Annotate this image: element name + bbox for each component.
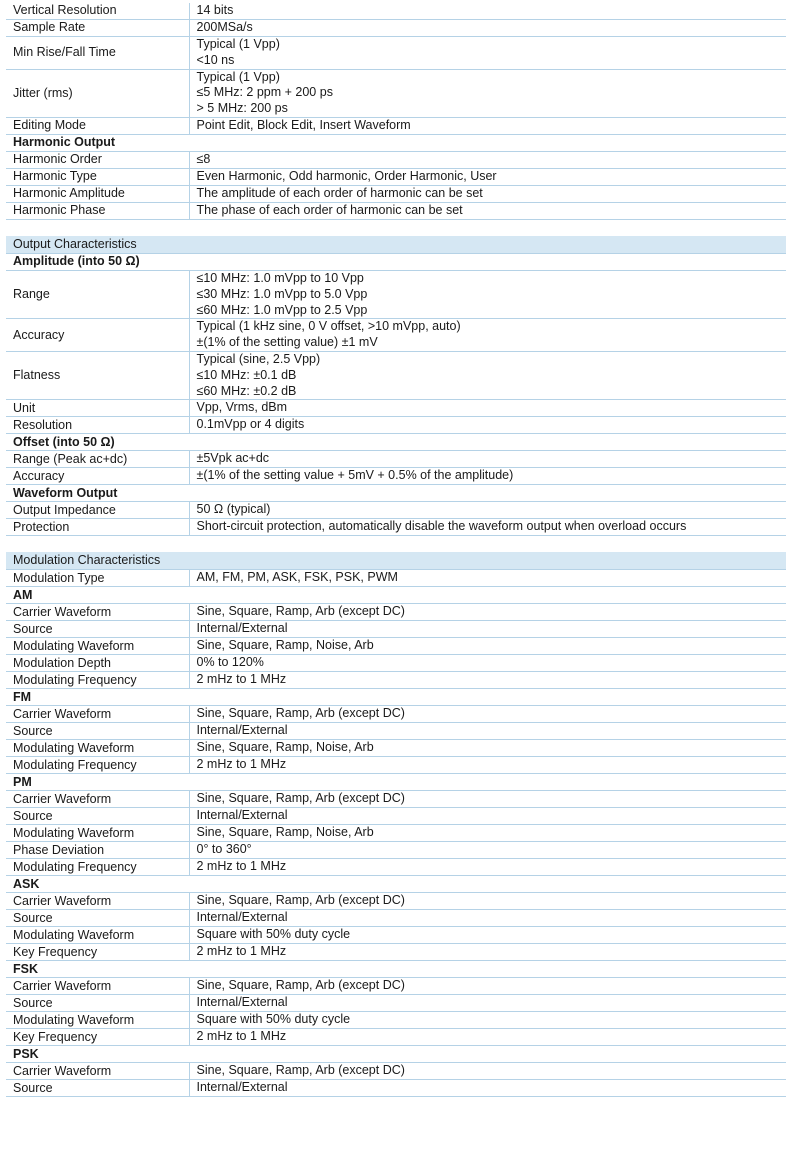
spec-row: [6, 655, 786, 672]
spec-label: Modulating Frequency: [6, 757, 189, 774]
spec-label: Key Frequency: [6, 944, 189, 961]
spec-label: Flatness: [6, 351, 189, 399]
subsection-header: [6, 774, 786, 791]
spec-value-line: Sine, Square, Ramp, Noise, Arb: [196, 740, 374, 755]
spec-label: Jitter (rms): [6, 69, 189, 117]
spec-label: Source: [6, 723, 189, 740]
spec-label: Min Rise/Fall Time: [6, 37, 189, 70]
spec-label: Accuracy: [6, 319, 189, 352]
subsection-title: Waveform Output: [6, 485, 786, 502]
spec-value-line: Typical (1 Vpp): [196, 37, 280, 51]
spec-label: Modulation Type: [6, 570, 189, 587]
spec-value: [189, 351, 786, 399]
spec-row: [6, 69, 786, 117]
subsection-header: [6, 253, 786, 270]
spec-label: Source: [6, 910, 189, 927]
spec-value: [189, 672, 786, 689]
spec-value-line: Sine, Square, Ramp, Arb (except DC): [196, 1063, 405, 1078]
spec-row: [6, 672, 786, 689]
spec-value: [189, 757, 786, 774]
spec-label: Modulating Frequency: [6, 859, 189, 876]
spec-value-line: Sine, Square, Ramp, Arb (except DC): [196, 978, 405, 993]
spec-label: Range (Peak ac+dc): [6, 451, 189, 468]
spec-value: [189, 468, 786, 485]
spec-table-body: [6, 3, 786, 1097]
spec-label: Modulation Depth: [6, 655, 189, 672]
section-spacer: [6, 536, 786, 553]
spec-value-line: Typical (1 kHz sine, 0 V offset, >10 mVpp, auto): [196, 319, 461, 334]
spec-row: [6, 3, 786, 20]
spec-label: Sample Rate: [6, 20, 189, 37]
section-header-output-characteristics: [6, 236, 786, 254]
spec-value-line: Typical (1 Vpp): [196, 69, 280, 84]
spec-value-line: ±5Vpk ac+dc: [196, 451, 270, 466]
spec-value: [189, 995, 786, 1012]
spec-value: [189, 400, 786, 417]
spec-value: [189, 270, 786, 318]
spec-value: [189, 944, 786, 961]
spec-row: [6, 351, 786, 399]
spec-value-line: 2 mHz to 1 MHz: [196, 757, 287, 772]
spec-value-line: ≤5 MHz: 2 ppm + 200 ps: [196, 85, 333, 100]
spec-label: Source: [6, 1080, 189, 1097]
spec-value: [189, 842, 786, 859]
spec-value-line: 2 mHz to 1 MHz: [196, 944, 287, 959]
spec-label: Accuracy: [6, 468, 189, 485]
spec-row: [6, 20, 786, 37]
spec-label: Range: [6, 270, 189, 318]
spec-label: Harmonic Type: [6, 168, 189, 185]
spec-value: [189, 451, 786, 468]
spec-value-line: Even Harmonic, Odd harmonic, Order Harmonic, User: [196, 169, 497, 184]
spec-value: [189, 621, 786, 638]
spec-value-line: 200MSa/s: [196, 20, 253, 35]
subsection-title: FSK: [6, 961, 786, 978]
section-spacer: [6, 219, 786, 236]
spec-value-line: Internal/External: [196, 723, 288, 738]
spec-value-line: Internal/External: [196, 995, 288, 1010]
spec-value-line: ±(1% of the setting value + 5mV + 0.5% of the amplitude): [196, 468, 514, 483]
spec-value-line: The phase of each order of harmonic can be set: [196, 203, 463, 218]
spec-row: [6, 151, 786, 168]
spec-value: [189, 927, 786, 944]
spec-value-line: 0° to 360°: [196, 842, 252, 857]
spec-row: [6, 185, 786, 202]
spec-value-line: Sine, Square, Ramp, Noise, Arb: [196, 825, 374, 840]
spec-value: [189, 151, 786, 168]
spec-label: Carrier Waveform: [6, 604, 189, 621]
subsection-header: [6, 485, 786, 502]
spec-value: [189, 808, 786, 825]
spec-value: [189, 202, 786, 219]
spec-value-line: Point Edit, Block Edit, Insert Waveform: [196, 118, 411, 133]
spec-label: Modulating Waveform: [6, 740, 189, 757]
spec-row: [6, 502, 786, 519]
section-header-modulation-characteristics: [6, 552, 786, 570]
spec-value: [189, 1029, 786, 1046]
spec-value-line: ≤60 MHz: ±0.2 dB: [196, 383, 297, 398]
spec-value-line: Vpp, Vrms, dBm: [196, 400, 288, 415]
spec-value-line: Square with 50% duty cycle: [196, 1012, 351, 1027]
spec-label: Protection: [6, 519, 189, 536]
subsection-title: PM: [6, 774, 786, 791]
spec-label: Resolution: [6, 417, 189, 434]
spec-value: [189, 638, 786, 655]
spec-value: [189, 978, 786, 995]
section-title: Output Characteristics: [6, 236, 786, 254]
spec-value-line: ≤10 MHz: ±0.1 dB: [196, 367, 297, 382]
spec-row: [6, 37, 786, 70]
spec-value: [189, 1063, 786, 1080]
spec-value: [189, 723, 786, 740]
spec-value-line: <10 ns: [196, 52, 235, 67]
spec-label: Modulating Waveform: [6, 1012, 189, 1029]
subsection-header: [6, 434, 786, 451]
spec-label: Carrier Waveform: [6, 978, 189, 995]
spec-row: [6, 638, 786, 655]
spec-label: Editing Mode: [6, 117, 189, 134]
spec-row: [6, 1080, 786, 1097]
spec-row: [6, 621, 786, 638]
spec-value-line: AM, FM, PM, ASK, FSK, PSK, PWM: [196, 570, 398, 585]
spec-label: Modulating Waveform: [6, 927, 189, 944]
spec-value-line: 50 Ω (typical): [196, 502, 271, 517]
spec-label: Output Impedance: [6, 502, 189, 519]
spec-row: [6, 319, 786, 352]
spec-value-line: Internal/External: [196, 621, 288, 636]
subsection-title: ASK: [6, 876, 786, 893]
spec-value-line: Sine, Square, Ramp, Arb (except DC): [196, 893, 405, 908]
spec-row: [6, 910, 786, 927]
spec-value-line: Internal/External: [196, 1080, 288, 1095]
subsection-title: Harmonic Output: [6, 134, 786, 151]
spec-label: Vertical Resolution: [6, 3, 189, 20]
spec-label: Key Frequency: [6, 1029, 189, 1046]
subsection-header: [6, 1046, 786, 1063]
spec-value: [189, 3, 786, 20]
spec-value: [189, 519, 786, 536]
spec-row: [6, 1029, 786, 1046]
subsection-title: PSK: [6, 1046, 786, 1063]
spec-row: [6, 859, 786, 876]
spec-label: Modulating Frequency: [6, 672, 189, 689]
spec-value: [189, 502, 786, 519]
spec-value-line: Internal/External: [196, 910, 288, 925]
spec-label: Phase Deviation: [6, 842, 189, 859]
spec-value-line: Sine, Square, Ramp, Arb (except DC): [196, 604, 405, 619]
spec-label: Modulating Waveform: [6, 825, 189, 842]
spec-value-line: ≤8: [196, 152, 211, 167]
spec-row: [6, 1063, 786, 1080]
subsection-header: [6, 689, 786, 706]
spec-value-line: The amplitude of each order of harmonic can be set: [196, 186, 483, 201]
spec-value: [189, 910, 786, 927]
spec-row: [6, 570, 786, 587]
spec-value: [189, 570, 786, 587]
subsection-title: Amplitude (into 50 Ω): [6, 253, 786, 270]
spec-value-line: Square with 50% duty cycle: [196, 927, 351, 942]
spec-value-line: 2 mHz to 1 MHz: [196, 1029, 287, 1044]
spec-label: Carrier Waveform: [6, 706, 189, 723]
spec-label: Source: [6, 808, 189, 825]
spec-row: [6, 927, 786, 944]
spec-row: [6, 825, 786, 842]
spec-value-line: ≤60 MHz: 1.0 mVpp to 2.5 Vpp: [196, 302, 368, 317]
subsection-header: [6, 876, 786, 893]
spec-row: [6, 451, 786, 468]
spec-sheet: [6, 3, 786, 1097]
spec-value-line: 0% to 120%: [196, 655, 264, 670]
spec-row: [6, 944, 786, 961]
spec-label: Unit: [6, 400, 189, 417]
spec-table: [6, 3, 786, 1097]
spec-row: [6, 168, 786, 185]
spec-value: [189, 20, 786, 37]
spec-row: [6, 995, 786, 1012]
spec-row: [6, 842, 786, 859]
spec-label: Harmonic Amplitude: [6, 185, 189, 202]
spec-value: [189, 1080, 786, 1097]
section-title: Modulation Characteristics: [6, 552, 786, 570]
spec-value-line: Typical (sine, 2.5 Vpp): [196, 351, 321, 366]
spec-value-line: Sine, Square, Ramp, Arb (except DC): [196, 706, 405, 721]
spec-value: [189, 37, 786, 70]
spec-label: Source: [6, 621, 189, 638]
spec-value-line: ≤30 MHz: 1.0 mVpp to 5.0 Vpp: [196, 286, 368, 301]
spec-row: [6, 202, 786, 219]
spec-label: Carrier Waveform: [6, 791, 189, 808]
spec-row: [6, 468, 786, 485]
spec-row: [6, 723, 786, 740]
subsection-header: [6, 587, 786, 604]
spec-row: [6, 808, 786, 825]
spec-value: [189, 168, 786, 185]
spec-value: [189, 1012, 786, 1029]
spec-value-line: Internal/External: [196, 808, 288, 823]
spec-row: [6, 117, 786, 134]
spec-value: [189, 791, 786, 808]
spec-row: [6, 417, 786, 434]
spec-value-line: 2 mHz to 1 MHz: [196, 672, 287, 687]
spec-label: Carrier Waveform: [6, 893, 189, 910]
subsection-title: FM: [6, 689, 786, 706]
subsection-title: Offset (into 50 Ω): [6, 434, 786, 451]
spec-row: [6, 757, 786, 774]
spec-label: Modulating Waveform: [6, 638, 189, 655]
subsection-title: AM: [6, 587, 786, 604]
spec-value-line: 0.1mVpp or 4 digits: [196, 417, 305, 432]
spec-label: Carrier Waveform: [6, 1063, 189, 1080]
spec-value: [189, 604, 786, 621]
spec-value-line: Short-circuit protection, automatically disable the waveform output when overload occurs: [196, 519, 687, 534]
spec-value-line: Sine, Square, Ramp, Noise, Arb: [196, 638, 374, 653]
subsection-header: [6, 961, 786, 978]
spec-row: [6, 791, 786, 808]
spec-row: [6, 978, 786, 995]
spec-value: [189, 706, 786, 723]
spec-value: [189, 825, 786, 842]
spec-value-line: 14 bits: [196, 3, 234, 18]
spec-row: [6, 893, 786, 910]
spec-label: Harmonic Phase: [6, 202, 189, 219]
spec-row: [6, 1012, 786, 1029]
spec-row: [6, 706, 786, 723]
spec-label: Source: [6, 995, 189, 1012]
spec-row: [6, 270, 786, 318]
spec-value-line: 2 mHz to 1 MHz: [196, 859, 287, 874]
spec-value: [189, 185, 786, 202]
spec-value-line: ±(1% of the setting value) ±1 mV: [196, 335, 378, 350]
spec-value: [189, 417, 786, 434]
subsection-header: [6, 134, 786, 151]
spec-row: [6, 740, 786, 757]
spec-value: [189, 117, 786, 134]
spec-value-line: Sine, Square, Ramp, Arb (except DC): [196, 791, 405, 806]
spec-row: [6, 604, 786, 621]
spec-value: [189, 655, 786, 672]
spec-value: [189, 319, 786, 352]
spec-row: [6, 400, 786, 417]
spec-value: [189, 859, 786, 876]
spec-value-line: ≤10 MHz: 1.0 mVpp to 10 Vpp: [196, 270, 364, 285]
spec-value: [189, 740, 786, 757]
spec-label: Harmonic Order: [6, 151, 189, 168]
spec-row: [6, 519, 786, 536]
spec-value-line: > 5 MHz: 200 ps: [196, 101, 288, 116]
spec-value: [189, 69, 786, 117]
spec-value: [189, 893, 786, 910]
